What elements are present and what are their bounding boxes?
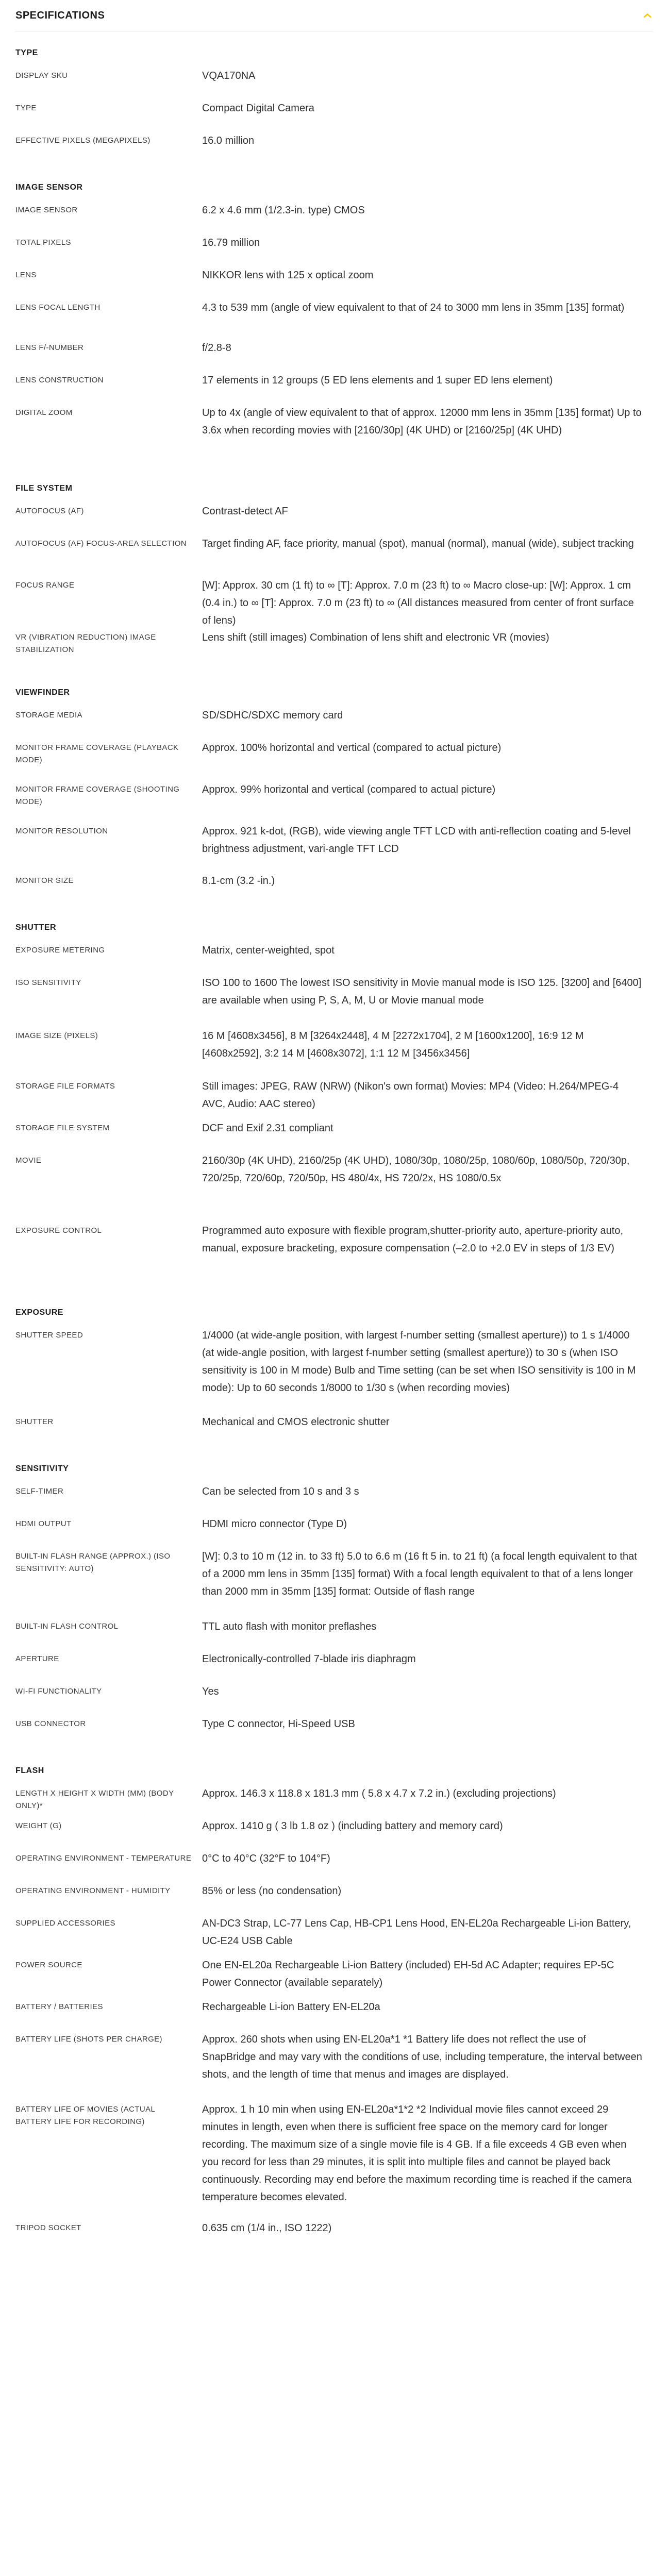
spec-label: APERTURE: [15, 1654, 59, 1663]
spec-label: FOCUS RANGE: [15, 581, 75, 590]
spec-value: 17 elements in 12 groups (5 ED lens elements and 1 super ED lens element): [202, 375, 553, 386]
spec-label: MOVIE: [15, 1156, 42, 1165]
spec-value: Target finding AF, face priority, manual (spot), manual (normal), manual (wide), subject tracking: [202, 538, 634, 549]
spec-label: ISO SENSITIVITY: [15, 978, 81, 987]
spec-value: Still images: JPEG, RAW (NRW) (Nikon's own format) Movies: MP4 (Video: H.264/MPEG-4 AVC, Audio: AAC stereo): [202, 1081, 619, 1110]
spec-label: LENS FOCAL LENGTH: [15, 303, 101, 312]
spec-label: OPERATING ENVIRONMENT - HUMIDITY: [15, 1886, 171, 1895]
spec-row: [15, 2001, 653, 2033]
spec-label: VR (VIBRATION REDUCTION) IMAGE STABILIZATION: [15, 633, 156, 654]
spec-value: f/2.8-8: [202, 342, 231, 354]
spec-row: [15, 70, 653, 102]
spec-value: HDMI micro connector (Type D): [202, 1518, 347, 1530]
spec-label: POWER SOURCE: [15, 1961, 82, 1969]
specifications-list: [15, 31, 653, 2243]
spec-value: Mechanical and CMOS electronic shutter: [202, 1416, 390, 1428]
spec-label: EXPOSURE CONTROL: [15, 1226, 102, 1235]
spec-label: MONITOR RESOLUTION: [15, 827, 108, 835]
spec-row: [15, 1885, 653, 1917]
spec-label: MONITOR FRAME COVERAGE (SHOOTING MODE): [15, 785, 180, 806]
spec-label: DISPLAY SKU: [15, 71, 68, 80]
spec-label: BUILT-IN FLASH CONTROL: [15, 1622, 119, 1631]
spec-row: [15, 2222, 653, 2243]
spec-value: AN-DC3 Strap, LC-77 Lens Cap, HB-CP1 Lens Hood, EN-EL20a Rechargeable Li-ion Battery, UC-E24 USB Cable: [202, 1918, 631, 1947]
spec-value: Contrast-detect AF: [202, 506, 288, 517]
spec-value: 4.3 to 539 mm (angle of view equivalent to that of 24 to 3000 mm lens in 35mm [135] format): [202, 302, 625, 313]
spec-label: LENGTH X HEIGHT X WIDTH (MM) (BODY ONLY)*: [15, 1789, 174, 1810]
spec-row: [15, 1917, 653, 1959]
spec-label: SHUTTER SPEED: [15, 1331, 84, 1340]
section-heading: SHUTTER: [15, 923, 57, 932]
spec-label: LENS CONSTRUCTION: [15, 376, 104, 384]
chevron-up-icon: [642, 12, 653, 19]
spec-value: Approx. 260 shots when using EN-EL20a*1 *1 Battery life does not reflect the use of SnapBridge and may vary with the conditions of use, including temperature, the interval between shots, and the length of time that menus and images are displayed.: [202, 2034, 642, 2080]
spec-label: EFFECTIVE PIXELS (MEGAPIXELS): [15, 136, 151, 145]
spec-row: [15, 302, 653, 342]
spec-value: SD/SDHC/SDXC memory card: [202, 710, 343, 721]
spec-row: [15, 1718, 653, 1749]
spec-row: [15, 1155, 653, 1225]
spec-label: IMAGE SENSOR: [15, 206, 78, 214]
spec-row: [15, 1653, 653, 1685]
spec-value: 16.79 million: [202, 237, 260, 248]
spec-row: [15, 2103, 653, 2222]
spec-row: [15, 269, 653, 302]
section-heading: IMAGE SENSOR: [15, 183, 83, 192]
spec-value: Matrix, center-weighted, spot: [202, 945, 335, 956]
section-heading: SENSITIVITY: [15, 1464, 69, 1473]
spec-label: TOTAL PIXELS: [15, 238, 71, 247]
spec-label: BUILT-IN FLASH RANGE (APPROX.) (ISO SENSITIVITY: AUTO): [15, 1552, 171, 1573]
spec-row: [15, 2033, 653, 2103]
spec-label: LENS: [15, 271, 37, 279]
spec-value: Approx. 146.3 x 118.8 x 181.3 mm ( 5.8 x 4.7 x 7.2 in.) (excluding projections): [202, 1788, 556, 1799]
spec-row: [15, 579, 653, 631]
spec-label: OPERATING ENVIRONMENT - TEMPERATURE: [15, 1854, 192, 1863]
spec-row: [15, 1416, 653, 1447]
spec-row: [15, 237, 653, 269]
specifications-title: SPECIFICATIONS: [15, 9, 105, 21]
spec-row: [15, 1852, 653, 1885]
spec-row: [15, 1080, 653, 1122]
specifications-header[interactable]: [15, 0, 653, 31]
spec-row: [15, 1122, 653, 1155]
spec-value: Approx. 100% horizontal and vertical (compared to actual picture): [202, 742, 502, 754]
spec-row: [15, 1329, 653, 1416]
spec-value: NIKKOR lens with 125 x optical zoom: [202, 270, 374, 281]
section-heading: EXPOSURE: [15, 1308, 63, 1317]
spec-value: [W]: Approx. 30 cm (1 ft) to ∞ [T]: Approx. 7.0 m (23 ft) to ∞ Macro close-up: [W]: Approx. 1 cm (0.4 in.) to ∞ [T]: Approx. 7.0 m (23 ft) to ∞ (All distances measured from center of front surface of lens): [202, 580, 634, 626]
spec-label: LENS F/-NUMBER: [15, 343, 84, 352]
spec-row: [15, 1518, 653, 1550]
spec-value: DCF and Exif 2.31 compliant: [202, 1123, 333, 1134]
spec-value: Programmed auto exposure with flexible program,shutter-priority auto, aperture-priority auto, manual, exposure bracketing, exposure compensation (–2.0 to +2.0 EV in steps of 1/3 EV): [202, 1225, 624, 1254]
spec-label: WEIGHT (G): [15, 1821, 62, 1830]
spec-label: SELF-TIMER: [15, 1487, 64, 1496]
spec-value: Rechargeable Li-ion Battery EN-EL20a: [202, 2001, 380, 2013]
spec-label: SHUTTER: [15, 1417, 54, 1426]
spec-label: HDMI OUTPUT: [15, 1519, 72, 1528]
spec-row: [15, 709, 653, 742]
spec-row: [15, 875, 653, 906]
section-heading: FLASH: [15, 1766, 44, 1775]
spec-value: ISO 100 to 1600 The lowest ISO sensitivity in Movie manual mode is ISO 125. [3200] and [6400] are available when using P, S, A, M, U or Movie manual mode: [202, 977, 642, 1006]
spec-label: BATTERY / BATTERIES: [15, 2002, 103, 2011]
spec-row: [15, 374, 653, 407]
spec-row: [15, 204, 653, 237]
spec-value: 6.2 x 4.6 mm (1/2.3-in. type) CMOS: [202, 205, 365, 216]
spec-label: EXPOSURE METERING: [15, 946, 105, 955]
spec-label: AUTOFOCUS (AF) FOCUS-AREA SELECTION: [15, 539, 187, 548]
spec-value: Can be selected from 10 s and 3 s: [202, 1486, 359, 1497]
spec-row: [15, 944, 653, 977]
spec-row: [15, 538, 653, 579]
section-heading: FILE SYSTEM: [15, 484, 73, 493]
spec-row: [15, 505, 653, 538]
spec-row: [15, 825, 653, 875]
spec-value: 2160/30p (4K UHD), 2160/25p (4K UHD), 1080/30p, 1080/25p, 1080/60p, 1080/50p, 720/30p, 720/25p, 720/60p, 720/50p, HS 480/4x, HS 720/2x, HS 1080/0.5x: [202, 1155, 630, 1184]
spec-value: Electronically-controlled 7-blade iris diaphragm: [202, 1653, 416, 1665]
spec-row: [15, 783, 653, 825]
spec-row: [15, 1550, 653, 1620]
spec-value: Approx. 99% horizontal and vertical (compared to actual picture): [202, 784, 496, 795]
spec-value: Lens shift (still images) Combination of lens shift and electronic VR (movies): [202, 632, 549, 643]
spec-value: 85% or less (no condensation): [202, 1885, 342, 1897]
spec-value: Type C connector, Hi-Speed USB: [202, 1718, 355, 1730]
spec-value: 8.1-cm (3.2 -in.): [202, 875, 275, 886]
spec-row: [15, 631, 653, 671]
spec-row: [15, 977, 653, 1030]
spec-row: [15, 1787, 653, 1820]
spec-label: STORAGE MEDIA: [15, 711, 82, 720]
spec-row: [15, 1820, 653, 1852]
spec-row: [15, 342, 653, 374]
spec-value: 16 M [4608x3456], 8 M [3264x2448], 4 M [2272x1704], 2 M [1600x1200], 16:9 12 M [4608x2592], 3:2 14 M [4608x3072], 1:1 12 M [3456x3456]: [202, 1030, 584, 1059]
spec-value: Up to 4x (angle of view equivalent to that of approx. 12000 mm lens in 35mm [135] format) Up to 3.6x when recording movies with [2160/30p] (4K UHD) or [2160/25p] (4K UHD): [202, 407, 642, 436]
section-heading: VIEWFINDER: [15, 688, 70, 697]
spec-row: [15, 1225, 653, 1291]
spec-value: [W]: 0.3 to 10 m (12 in. to 33 ft) 5.0 to 6.6 m (16 ft 5 in. to 21 ft) (a focal length equivalent to that of a 2000 mm lens in 35mm [135] format) With a focal length equivalent to that of a lens longer than 2000 mm in 35mm [135] format: Outside of flash range: [202, 1551, 637, 1597]
spec-value: TTL auto flash with monitor preflashes: [202, 1621, 377, 1632]
collapse-toggle-button[interactable]: [638, 6, 657, 25]
spec-label: TRIPOD SOCKET: [15, 2223, 81, 2232]
spec-value: Approx. 1 h 10 min when using EN-EL20a*1*2 *2 Individual movie files cannot exceed 29 minutes in length, even when there is sufficient free space on the memory card for longer recording. The maximum size of a single movie file is 4 GB. If a file exceeds 4 GB even when you record for less than 29 minutes, it is split into multiple files and cannot be played back continuously. Recording may end before the maximum recording time is reached if the camera temperature becomes elevated.: [202, 2104, 632, 2203]
spec-value: Yes: [202, 1686, 219, 1697]
spec-value: 16.0 million: [202, 135, 255, 146]
spec-value: Approx. 921 k-dot, (RGB), wide viewing angle TFT LCD with anti-reflection coating and 5-level brightness adjustment, vari-angle TFT LCD: [202, 826, 631, 855]
spec-label: STORAGE FILE FORMATS: [15, 1082, 115, 1091]
spec-label: AUTOFOCUS (AF): [15, 507, 84, 515]
spec-row: [15, 135, 653, 165]
spec-row: [15, 1485, 653, 1518]
spec-row: [15, 407, 653, 466]
spec-label: STORAGE FILE SYSTEM: [15, 1124, 110, 1132]
spec-label: TYPE: [15, 104, 37, 112]
spec-label: BATTERY LIFE (SHOTS PER CHARGE): [15, 2035, 162, 2044]
spec-value: VQA170NA: [202, 70, 256, 81]
spec-label: WI-FI FUNCTIONALITY: [15, 1687, 102, 1696]
spec-label: USB CONNECTOR: [15, 1719, 86, 1728]
spec-row: [15, 1030, 653, 1080]
spec-row: [15, 742, 653, 783]
spec-label: MONITOR FRAME COVERAGE (PLAYBACK MODE): [15, 743, 179, 764]
spec-label: BATTERY LIFE OF MOVIES (ACTUAL BATTERY LIFE FOR RECORDING): [15, 2105, 155, 2126]
spec-value: 0.635 cm (1/4 in., ISO 1222): [202, 2222, 332, 2234]
spec-value: Approx. 1410 g ( 3 lb 1.8 oz ) (including battery and memory card): [202, 1820, 503, 1832]
spec-label: SUPPLIED ACCESSORIES: [15, 1919, 115, 1928]
spec-row: [15, 1685, 653, 1718]
spec-label: DIGITAL ZOOM: [15, 408, 73, 417]
spec-row: [15, 1620, 653, 1653]
spec-row: [15, 102, 653, 135]
spec-value: One EN-EL20a Rechargeable Li-ion Battery (included) EH-5d AC Adapter; requires EP-5C Power Connector (available separately): [202, 1960, 614, 1988]
spec-label: MONITOR SIZE: [15, 876, 74, 885]
spec-row: [15, 1959, 653, 2001]
spec-label: IMAGE SIZE (PIXELS): [15, 1031, 98, 1040]
spec-value: 0°C to 40°C (32°F to 104°F): [202, 1853, 330, 1864]
spec-value: Compact Digital Camera: [202, 103, 314, 114]
spec-value: 1/4000 (at wide-angle position, with largest f-number setting (smallest aperture)) to 1 s 1/4000 (at wide-angle position, with largest f-number setting (smallest aperture)) to 30 s (when ISO sensitivity is 100 in M mode) Bulb and Time setting (can be set when ISO sensitivity is 100 in M mode): Up to 60 seconds 1/8000 to 1/30 s (when recording movies): [202, 1330, 636, 1394]
section-heading: TYPE: [15, 48, 38, 57]
